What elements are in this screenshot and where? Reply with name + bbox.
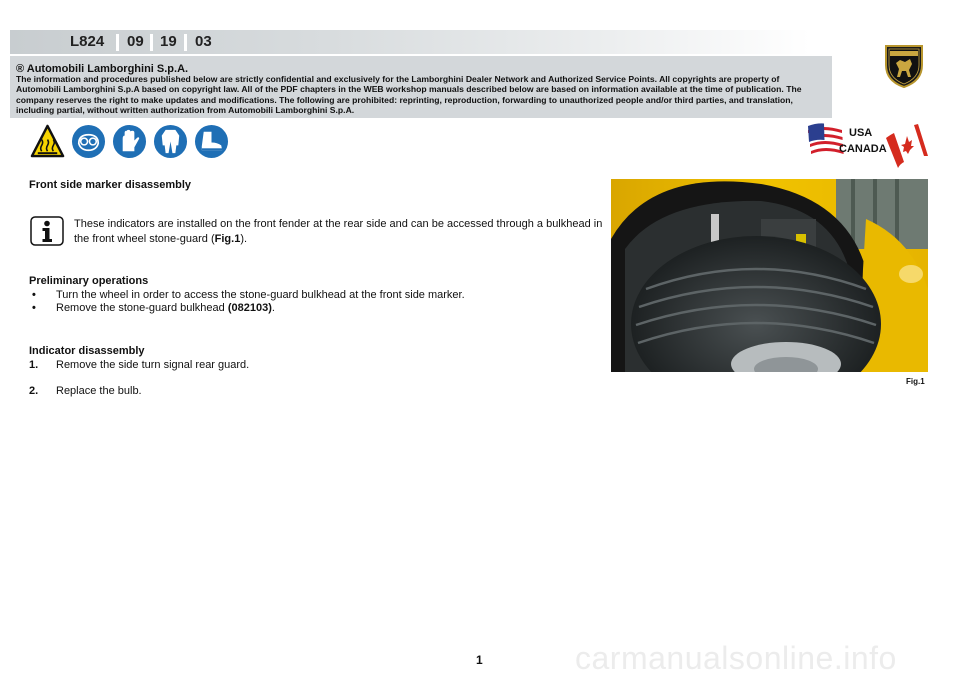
disassembly-step-1: Remove the side turn signal rear guard.: [56, 359, 250, 371]
watermark: carmanualsonline.info: [575, 640, 897, 676]
code-separator: [116, 34, 119, 51]
disassembly-step-2: Replace the bulb.: [56, 385, 142, 397]
gloves-icon: [112, 124, 147, 159]
step-number: 1.: [29, 359, 39, 371]
overalls-icon: [153, 124, 188, 159]
bullet-marker: •: [32, 289, 36, 301]
canada-flag-icon: [886, 124, 928, 168]
preliminary-step-2-end: .: [271, 302, 275, 314]
info-text-part1: These indicators are installed on the front fender at the rear side and can be accessed through a bulkhead in the front wheel stone-guard (: [74, 218, 603, 245]
usa-label: USA: [849, 127, 873, 139]
info-icon: [30, 216, 64, 246]
part-reference[interactable]: (082103): [227, 302, 272, 314]
figure-label: Fig.1: [906, 377, 925, 386]
info-paragraph: [74, 217, 604, 247]
document-code-band: [10, 30, 810, 54]
canada-label: CANADA: [839, 143, 887, 155]
hot-surface-warning-icon: [30, 124, 65, 159]
code-separator: [150, 34, 153, 51]
copyright-title: ® Automobili Lamborghini S.p.A.: [16, 63, 189, 75]
indicator-disassembly-title: Indicator disassembly: [29, 345, 145, 357]
section-title: Front side marker disassembly: [29, 179, 192, 191]
copyright-body: The information and procedures published below are strictly confidential and exclusively for the Lamborghini Dealer Network and Authorized Service Points. All copyrights are property of Automobili Lamborghini S.p.A based on copyright law. All of the PDF chapters in the WEB workshop manuals described below are based on information available at the time of publication. The company reserves the right to make updates and modifications. The following are prohibited: reprinting, reproduction, forwarding to unauthorized people and/or third parties, and translation, including partial, without written authorization from Automobili Lamborghini S.p.A.: [16, 74, 802, 116]
code-separator: [184, 34, 187, 51]
info-text-part2: ).: [240, 233, 248, 245]
code-subgroup: 19: [160, 33, 177, 50]
front-wheel-photo: [611, 179, 928, 372]
safety-shoes-icon: [194, 124, 229, 159]
preliminary-step-1: Turn the wheel in order to access the stone-guard bulkhead at the front side marker.: [56, 289, 465, 301]
preliminary-step-2-text: Remove the stone-guard bulkhead: [56, 302, 228, 314]
lamborghini-logo: [883, 43, 925, 89]
step-number: 2.: [29, 385, 39, 397]
figure-reference[interactable]: Fig.1: [214, 233, 241, 245]
bullet-marker: •: [32, 302, 36, 314]
code-group: 09: [127, 33, 144, 50]
code-model: L824: [70, 33, 105, 50]
safety-goggles-icon: [71, 124, 106, 159]
preliminary-operations-title: Preliminary operations: [29, 275, 149, 287]
preliminary-step-2: [56, 302, 275, 314]
code-section: 03: [195, 33, 212, 50]
page-number: 1: [476, 653, 483, 667]
